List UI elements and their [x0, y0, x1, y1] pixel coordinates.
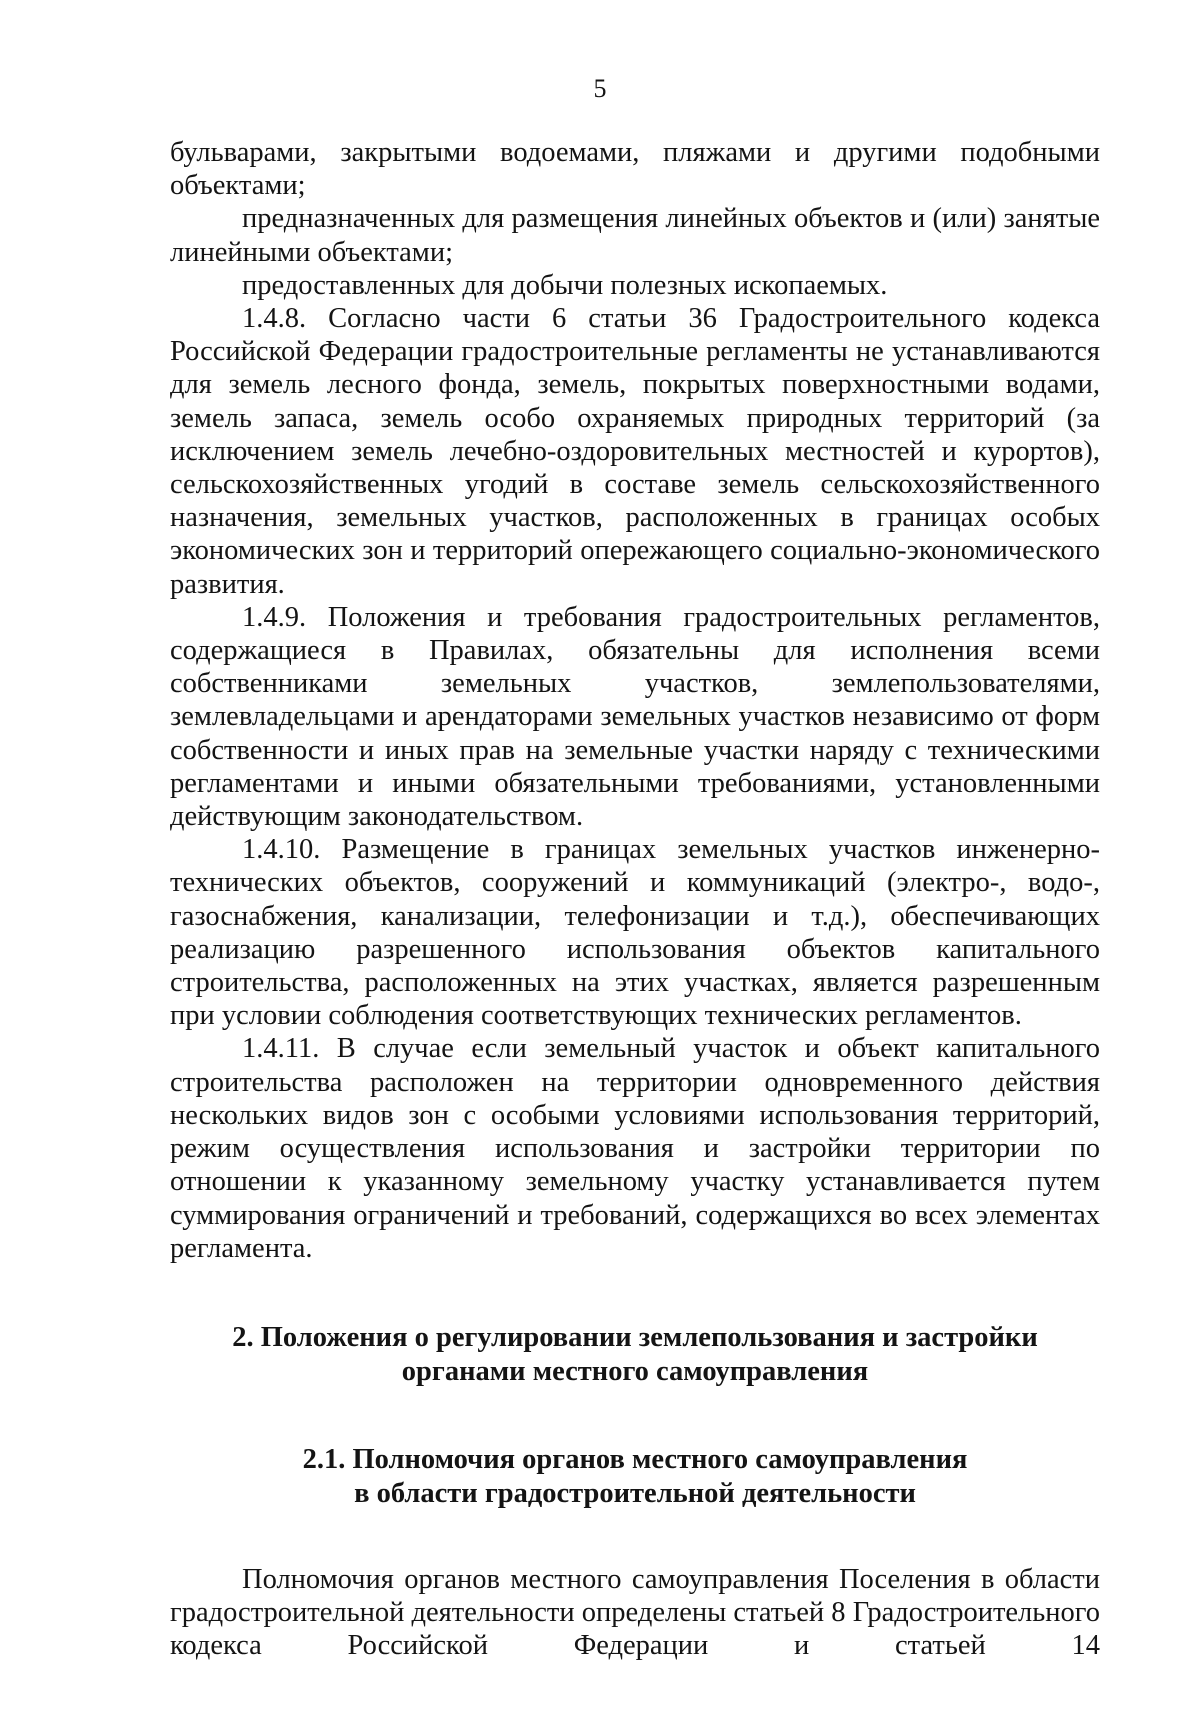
paragraph-1-4-9: 1.4.9. Положения и требования градостроительных регламентов, содержащиеся в Правилах, обязательны для исполнения всеми собственниками земельных участков, землепользователями, землевладельцами и арендаторами земельных участков независимо от форм собственности и иных прав на земельные участки наряду с техническими регламентами и иными обязательными требованиями, установленными действующим законодательством.: [170, 601, 1100, 833]
section-heading: [170, 1321, 1100, 1389]
paragraph-1-4-8: 1.4.8. Согласно части 6 статьи 36 Градостроительного кодекса Российской Федерации градостроительные регламенты не устанавливаются для земель лесного фонда, земель, покрытых поверхностными водами, земель запаса, земель особо охраняемых природных территорий (за исключением земель лечебно-оздоровительных местностей и курортов), сельскохозяйственных угодий в составе земель сельскохозяйственного назначения, земельных участков, расположенных в границах особых экономических зон и территорий опережающего социально-экономического развития.: [170, 303, 1100, 600]
section-heading-line-1: 2. Положения о регулировании землепользования и застройки: [232, 1321, 1038, 1353]
subsection-heading-line-2: в области градостроительной деятельности: [354, 1477, 916, 1509]
document-body: [170, 136, 1100, 1663]
subsection-heading-line-1: 2.1. Полномочия органов местного самоуправления: [302, 1443, 968, 1475]
subsection-heading: [170, 1443, 1100, 1511]
paragraph-1-4-11: 1.4.11. В случае если земельный участок и объект капитального строительства расположен на территории одновременного действия нескольких видов зон с особыми условиями использования территорий, режим осуществления использования и застройки территории по отношении к указанному земельному участку устанавливается путем суммирования ограничений и требований, содержащихся во всех элементах регламента.: [170, 1033, 1100, 1264]
paragraph-mining: предоставленных для добычи полезных ископаемых.: [242, 269, 888, 301]
paragraph-continuation: бульварами, закрытыми водоемами, пляжами и другими подобными объектами;: [170, 137, 1100, 202]
paragraph-linear-objects: предназначенных для размещения линейных объектов и (или) занятые линейными объектами;: [170, 203, 1100, 268]
page-number: 5: [593, 74, 607, 103]
section-heading-line-2: органами местного самоуправления: [401, 1355, 869, 1387]
paragraph-powers: Полномочия органов местного самоуправления Поселения в области градостроительной деятельности определены статьей 8 Градостроительного кодекса Российской Федерации и статьей 14: [170, 1563, 1100, 1662]
paragraph-1-4-10: 1.4.10. Размещение в границах земельных участков инженерно-технических объектов, сооружений и коммуникаций (электро-, водо-, газоснабжения, канализации, телефонизации и т.д.), обеспечивающих реализацию разрешенного использования объектов капитального строительства, расположенных на этих участках, является разрешенным при условии соблюдения соответствующих технических регламентов.: [170, 834, 1100, 1032]
